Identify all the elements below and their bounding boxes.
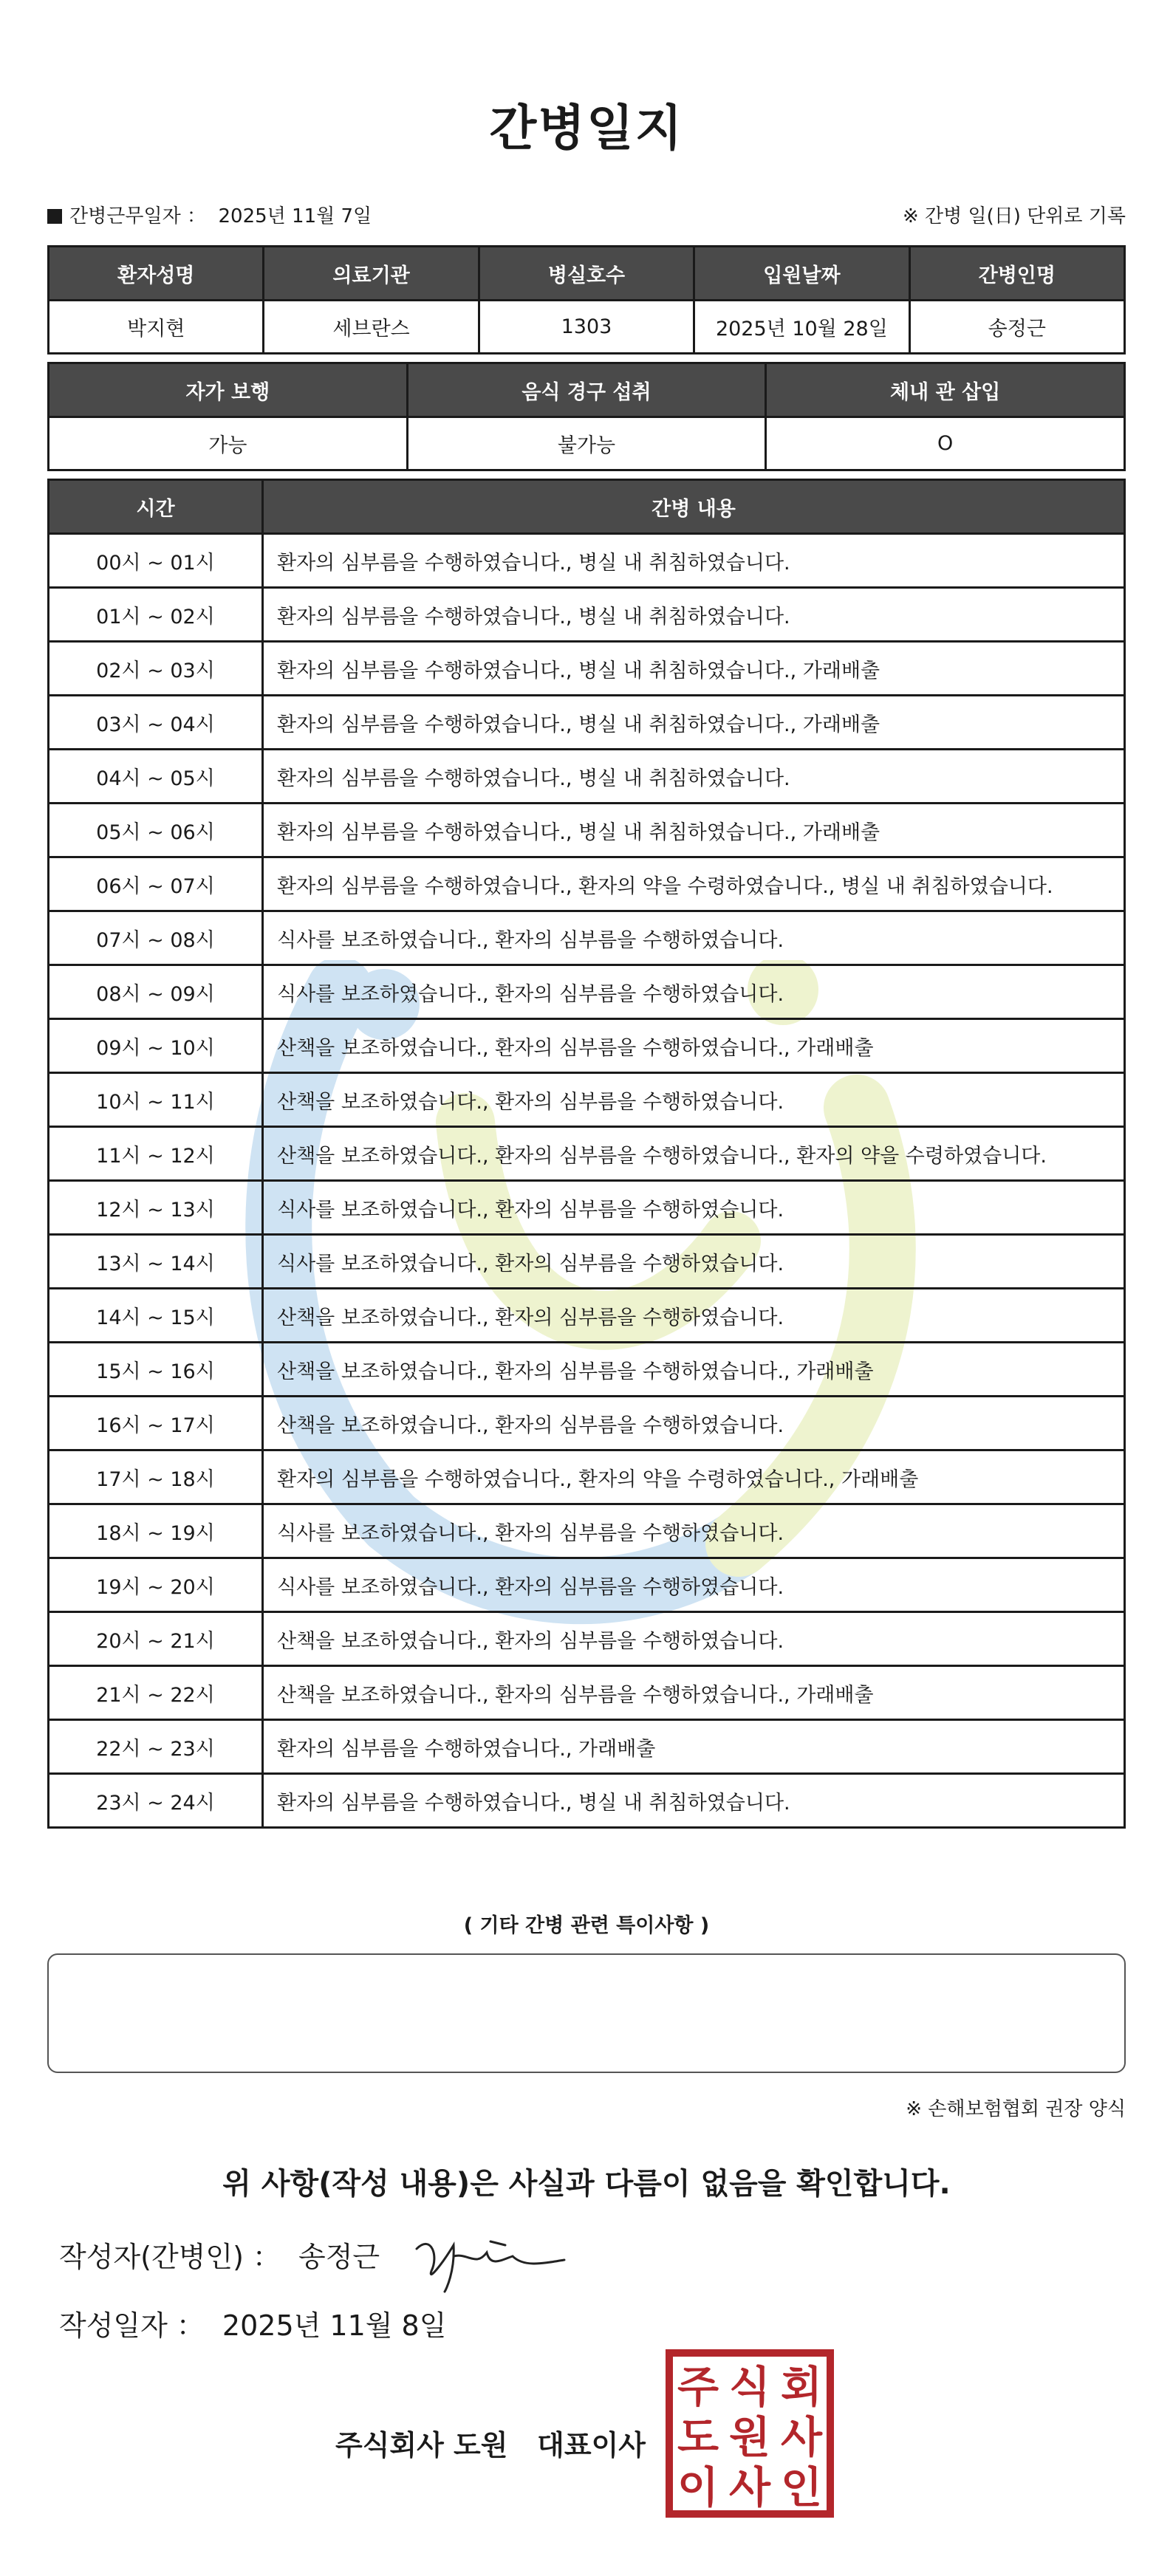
log-content-cell: 환자의 심부름을 수행하였습니다., 병실 내 취침하였습니다. (263, 534, 1125, 588)
log-content-cell: 식사를 보조하였습니다., 환자의 심부름을 수행하였습니다. (263, 1235, 1125, 1289)
tube-insertion-value: O (766, 417, 1125, 470)
log-content-cell: 산책을 보조하였습니다., 환자의 심부름을 수행하였습니다., 가래배출 (263, 1666, 1125, 1720)
author-name: 송정근 (298, 2241, 380, 2273)
log-time-cell: 07시 ~ 08시 (49, 911, 263, 965)
patient-info-table (47, 245, 1126, 354)
log-content-cell: 산책을 보조하였습니다., 환자의 심부름을 수행하였습니다. (263, 1073, 1125, 1127)
record-unit-note: ※ 간병 일(日) 단위로 기록 (902, 205, 1126, 227)
log-content-cell: 식사를 보조하였습니다., 환자의 심부름을 수행하였습니다. (263, 1558, 1125, 1612)
header-care-content: 간병 내용 (263, 480, 1125, 534)
header-self-walking: 자가 보행 (49, 363, 408, 417)
notes-title: ( 기타 간병 관련 특이사항 ) (463, 1914, 710, 1937)
log-content-cell: 환자의 심부름을 수행하였습니다., 병실 내 취침하였습니다., 가래배출 (263, 804, 1125, 857)
status-header-row (49, 363, 1125, 417)
log-row (49, 696, 1125, 750)
log-row (49, 1720, 1125, 1774)
log-row (49, 534, 1125, 588)
log-row (49, 1073, 1125, 1127)
log-time-cell: 19시 ~ 20시 (49, 1558, 263, 1612)
log-row (49, 1450, 1125, 1504)
log-row (49, 1504, 1125, 1558)
svg-text:사: 사 (780, 2412, 823, 2462)
log-time-cell: 05시 ~ 06시 (49, 804, 263, 857)
author-label: 작성자(간병인) ： (59, 2241, 281, 2273)
hospital-name: 세브란스 (264, 301, 479, 354)
work-date-value: 2025년 11월 7일 (218, 205, 372, 227)
patient-name: 박지현 (49, 301, 264, 354)
log-time-cell: 18시 ~ 19시 (49, 1504, 263, 1558)
log-row (49, 1289, 1125, 1343)
log-time-cell: 01시 ~ 02시 (49, 588, 263, 642)
svg-text:원: 원 (728, 2412, 771, 2462)
header-time: 시간 (49, 480, 263, 534)
svg-text:사: 사 (728, 2462, 771, 2512)
special-notes-box (47, 1953, 1126, 2073)
log-row (49, 857, 1125, 911)
meta-row (47, 201, 1126, 230)
author-row (59, 2234, 380, 2275)
log-time-cell: 08시 ~ 09시 (49, 965, 263, 1019)
svg-text:이: 이 (677, 2462, 719, 2512)
header-tube-insertion: 체내 관 삽입 (766, 363, 1125, 417)
log-content-cell: 환자의 심부름을 수행하였습니다., 병실 내 취침하였습니다., 가래배출 (263, 642, 1125, 696)
patient-info-header-row (49, 247, 1125, 301)
square-bullet-icon (47, 209, 62, 224)
written-date-value: 2025년 11월 8일 (222, 2309, 447, 2342)
log-time-cell: 04시 ~ 05시 (49, 750, 263, 804)
log-row (49, 1019, 1125, 1073)
log-content-cell: 산책을 보조하였습니다., 환자의 심부름을 수행하였습니다., 가래배출 (263, 1019, 1125, 1073)
caregiver-name: 송정근 (909, 301, 1124, 354)
svg-text:도: 도 (677, 2412, 719, 2462)
log-time-cell: 21시 ~ 22시 (49, 1666, 263, 1720)
work-date (47, 201, 372, 228)
log-content-cell: 산책을 보조하였습니다., 환자의 심부름을 수행하였습니다. (263, 1397, 1125, 1450)
log-time-cell: 22시 ~ 23시 (49, 1720, 263, 1774)
log-row (49, 804, 1125, 857)
log-content-cell: 식사를 보조하였습니다., 환자의 심부름을 수행하였습니다. (263, 911, 1125, 965)
log-row (49, 1666, 1125, 1720)
log-time-cell: 02시 ~ 03시 (49, 642, 263, 696)
patient-status-table (47, 362, 1126, 471)
log-row (49, 911, 1125, 965)
log-content-cell: 환자의 심부름을 수행하였습니다., 병실 내 취침하였습니다. (263, 750, 1125, 804)
log-content-cell: 환자의 심부름을 수행하였습니다., 병실 내 취침하였습니다., 가래배출 (263, 696, 1125, 750)
header-hospital: 의료기관 (264, 247, 479, 301)
svg-text:식: 식 (728, 2362, 771, 2412)
log-time-cell: 03시 ~ 04시 (49, 696, 263, 750)
log-content-cell: 산책을 보조하였습니다., 환자의 심부름을 수행하였습니다. (263, 1289, 1125, 1343)
log-time-cell: 09시 ~ 10시 (49, 1019, 263, 1073)
log-content-cell: 환자의 심부름을 수행하였습니다., 환자의 약을 수령하였습니다., 병실 내 취침하였습니다. (263, 857, 1125, 911)
log-content-cell: 환자의 심부름을 수행하였습니다., 가래배출 (263, 1720, 1125, 1774)
header-oral-intake: 음식 경구 섭취 (407, 363, 766, 417)
log-content-cell: 식사를 보조하였습니다., 환자의 심부름을 수행하였습니다. (263, 1504, 1125, 1558)
log-row (49, 965, 1125, 1019)
svg-text:회: 회 (780, 2362, 823, 2412)
log-time-cell: 00시 ~ 01시 (49, 534, 263, 588)
log-row (49, 588, 1125, 642)
log-time-cell: 13시 ~ 14시 (49, 1235, 263, 1289)
company-seal-stamp (665, 2349, 835, 2518)
log-time-cell: 11시 ~ 12시 (49, 1127, 263, 1181)
log-content-cell: 환자의 심부름을 수행하였습니다., 병실 내 취침하였습니다. (263, 1774, 1125, 1828)
log-time-cell: 06시 ~ 07시 (49, 857, 263, 911)
log-row (49, 1774, 1125, 1828)
handwritten-signature (402, 2227, 579, 2293)
company-representative: 주식회사 도원 대표이사 (335, 2429, 646, 2462)
log-row (49, 1343, 1125, 1397)
room-number: 1303 (479, 301, 694, 354)
svg-text:인: 인 (780, 2462, 823, 2512)
page-title: 간병일지 (489, 100, 684, 157)
log-row (49, 1127, 1125, 1181)
log-content-cell: 산책을 보조하였습니다., 환자의 심부름을 수행하였습니다., 환자의 약을 수령하였습니다. (263, 1127, 1125, 1181)
header-caregiver-name: 간병인명 (909, 247, 1124, 301)
log-content-cell: 환자의 심부름을 수행하였습니다., 환자의 약을 수령하였습니다., 가래배출 (263, 1450, 1125, 1504)
log-time-cell: 20시 ~ 21시 (49, 1612, 263, 1666)
log-time-cell: 15시 ~ 16시 (49, 1343, 263, 1397)
log-row (49, 1181, 1125, 1235)
log-content-cell: 산책을 보조하였습니다., 환자의 심부름을 수행하였습니다. (263, 1612, 1125, 1666)
log-content-cell: 식사를 보조하였습니다., 환자의 심부름을 수행하였습니다. (263, 1181, 1125, 1235)
log-row (49, 1612, 1125, 1666)
log-row (49, 1397, 1125, 1450)
log-time-cell: 12시 ~ 13시 (49, 1181, 263, 1235)
svg-text:주: 주 (677, 2362, 719, 2412)
form-source-note: ※ 손해보험협회 권장 양식 (906, 2098, 1126, 2120)
log-time-cell: 17시 ~ 18시 (49, 1450, 263, 1504)
log-row (49, 1558, 1125, 1612)
oral-intake-value: 불가능 (407, 417, 766, 470)
status-value-row (49, 417, 1125, 470)
log-time-cell: 16시 ~ 17시 (49, 1397, 263, 1450)
self-walking-value: 가능 (49, 417, 408, 470)
work-date-label: 간병근무일자 ： (69, 205, 206, 227)
log-header-row (49, 480, 1125, 534)
log-time-cell: 14시 ~ 15시 (49, 1289, 263, 1343)
written-date-row (59, 2303, 446, 2343)
log-row (49, 1235, 1125, 1289)
log-row (49, 642, 1125, 696)
patient-info-value-row (49, 301, 1125, 354)
log-content-cell: 환자의 심부름을 수행하였습니다., 병실 내 취침하였습니다. (263, 588, 1125, 642)
log-row (49, 750, 1125, 804)
log-time-cell: 10시 ~ 11시 (49, 1073, 263, 1127)
admission-date: 2025년 10월 28일 (694, 301, 909, 354)
header-admission-date: 입원날짜 (694, 247, 909, 301)
log-time-cell: 23시 ~ 24시 (49, 1774, 263, 1828)
confirmation-statement: 위 사항(작성 내용)은 사실과 다름이 없음을 확인합니다. (222, 2167, 951, 2201)
written-date-label: 작성일자 ： (59, 2309, 205, 2342)
header-patient-name: 환자성명 (49, 247, 264, 301)
log-content-cell: 식사를 보조하였습니다., 환자의 심부름을 수행하였습니다. (263, 965, 1125, 1019)
hourly-care-log-table (47, 479, 1126, 1829)
header-room-number: 병실호수 (479, 247, 694, 301)
log-content-cell: 산책을 보조하였습니다., 환자의 심부름을 수행하였습니다., 가래배출 (263, 1343, 1125, 1397)
